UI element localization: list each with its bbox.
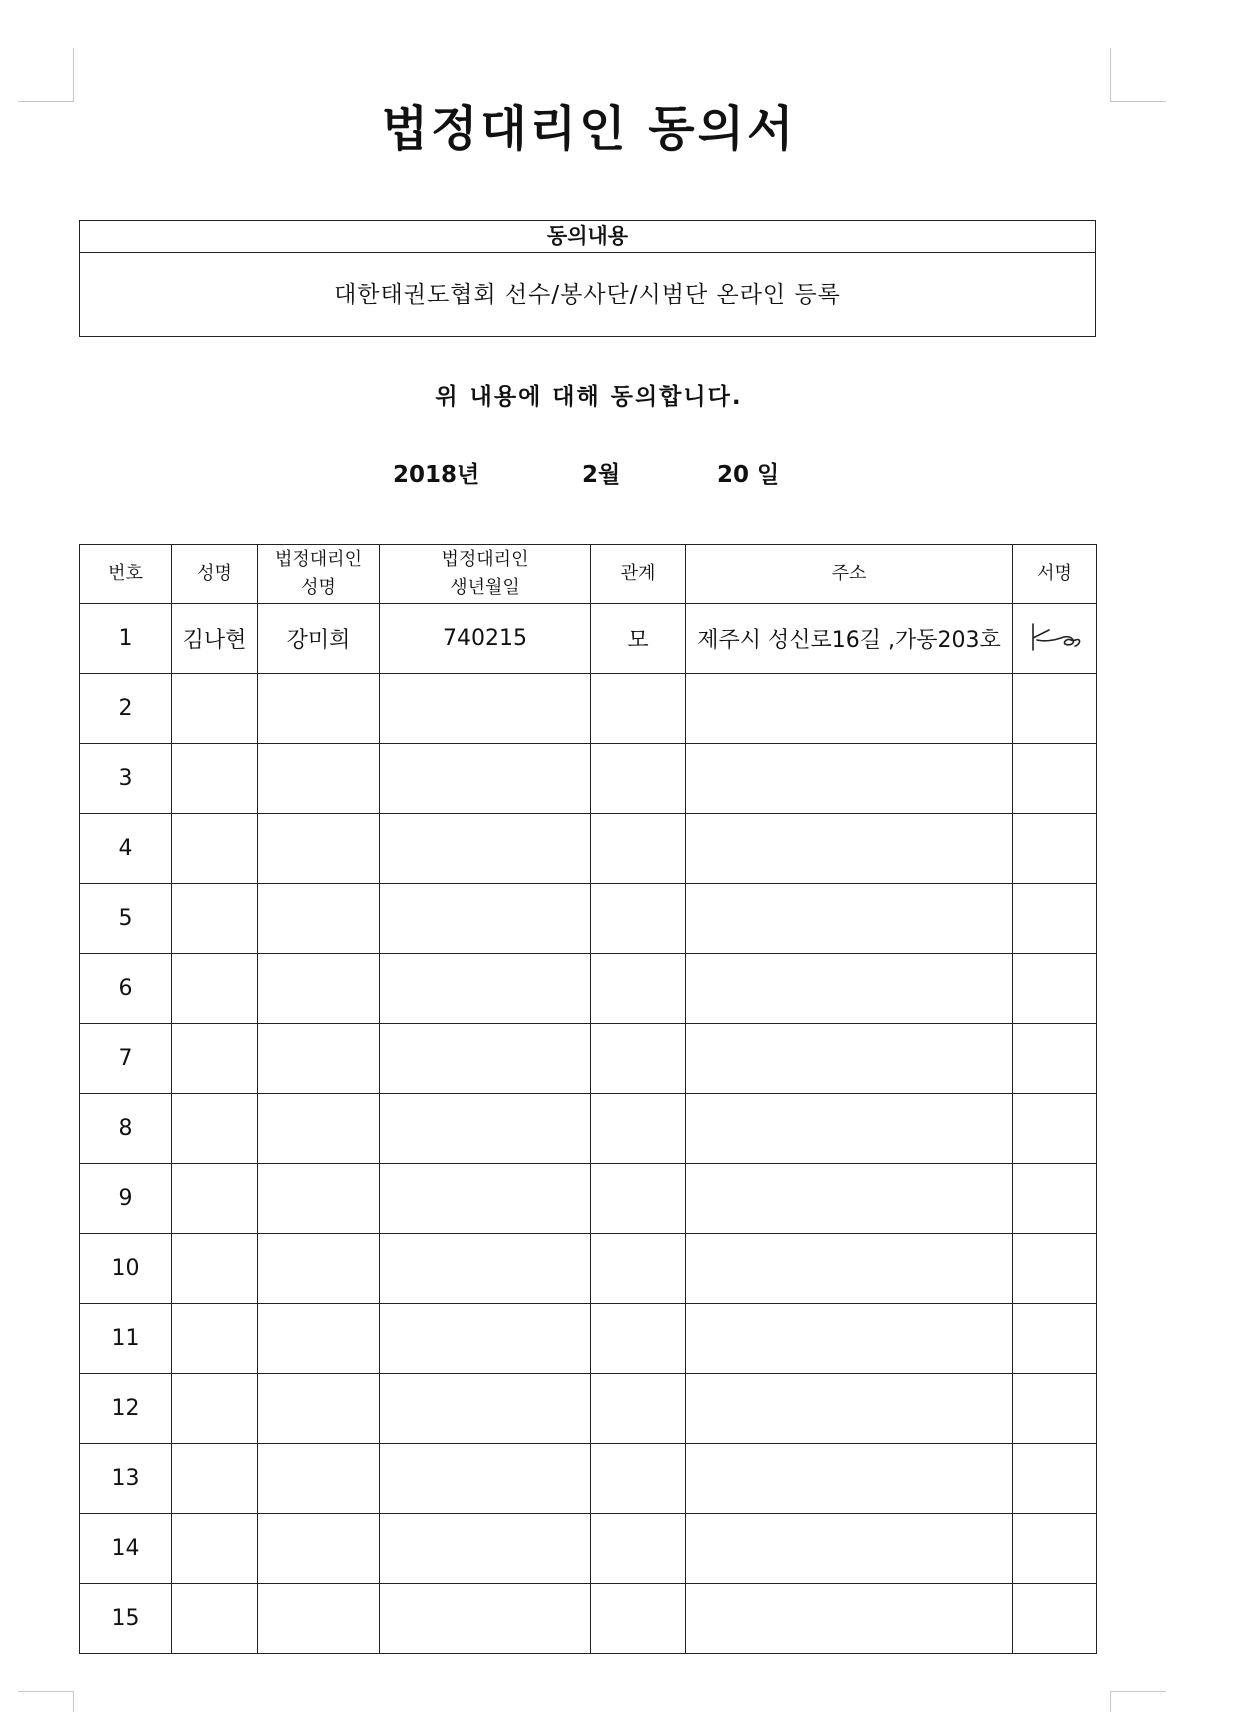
date-year: 2018년 (393, 462, 480, 488)
cell-signature (1013, 1514, 1097, 1584)
table-row (80, 1374, 1097, 1444)
cell-relation (591, 1234, 686, 1304)
cell-guardian-birth (380, 1234, 591, 1304)
table-body (80, 604, 1097, 1654)
cell-address (686, 1444, 1013, 1514)
header-signature: 서명 (1013, 545, 1097, 604)
cell-relation (591, 1304, 686, 1374)
table-row (80, 744, 1097, 814)
cell-signature (1013, 604, 1097, 674)
cell-signature (1013, 1304, 1097, 1374)
cell-relation (591, 674, 686, 744)
header-guardian-birth-line2: 생년월일 (450, 577, 520, 598)
cell-relation (591, 1024, 686, 1094)
cell-guardian-name (258, 744, 380, 814)
cell-name (172, 1164, 258, 1234)
header-name: 성명 (172, 545, 258, 604)
cell-relation (591, 884, 686, 954)
table-row (80, 1304, 1097, 1374)
header-relation: 관계 (591, 545, 686, 604)
cell-signature (1013, 1164, 1097, 1234)
cell-no: 6 (80, 954, 172, 1024)
header-guardian-name-line1: 법정대리인 (275, 549, 362, 570)
cell-no: 5 (80, 884, 172, 954)
cell-relation (591, 1164, 686, 1234)
cell-signature (1013, 744, 1097, 814)
table-row (80, 1584, 1097, 1654)
header-guardian-name-line2: 성명 (301, 577, 336, 598)
cell-relation (591, 1514, 686, 1584)
cell-relation: 모 (591, 604, 686, 674)
date-day: 20 일 (717, 462, 780, 488)
cell-signature (1013, 674, 1097, 744)
cell-name (172, 1094, 258, 1164)
cell-address (686, 1234, 1013, 1304)
cell-name (172, 1024, 258, 1094)
cell-guardian-birth (380, 884, 591, 954)
cell-address (686, 1584, 1013, 1654)
cell-no: 2 (80, 674, 172, 744)
cell-address (686, 1164, 1013, 1234)
cell-no: 3 (80, 744, 172, 814)
cell-signature (1013, 814, 1097, 884)
corner-mark-bottom-left (18, 1691, 74, 1712)
cell-relation (591, 1584, 686, 1654)
cell-name (172, 674, 258, 744)
cell-guardian-name (258, 1584, 380, 1654)
cell-no: 14 (80, 1514, 172, 1584)
cell-no: 1 (80, 604, 172, 674)
cell-no: 12 (80, 1374, 172, 1444)
cell-guardian-name: 강미희 (258, 604, 380, 674)
cell-signature (1013, 1234, 1097, 1304)
cell-name (172, 1374, 258, 1444)
cell-guardian-name (258, 884, 380, 954)
cell-guardian-name (258, 1164, 380, 1234)
cell-guardian-name (258, 954, 380, 1024)
cell-signature (1013, 1094, 1097, 1164)
cell-guardian-birth (380, 954, 591, 1024)
cell-guardian-birth (380, 1584, 591, 1654)
cell-guardian-name (258, 1444, 380, 1514)
cell-address (686, 744, 1013, 814)
cell-signature (1013, 884, 1097, 954)
cell-guardian-birth (380, 744, 591, 814)
cell-name (172, 884, 258, 954)
consent-content: 대한태권도협회 선수/봉사단/시범단 온라인 등록 (334, 282, 841, 308)
cell-relation (591, 1374, 686, 1444)
cell-guardian-birth (380, 814, 591, 884)
cell-address (686, 674, 1013, 744)
cell-name (172, 1584, 258, 1654)
cell-name (172, 954, 258, 1024)
table-row (80, 814, 1097, 884)
table-row (80, 1444, 1097, 1514)
corner-mark-bottom-right (1110, 1691, 1166, 1712)
cell-no: 8 (80, 1094, 172, 1164)
table-row (80, 1164, 1097, 1234)
cell-no: 10 (80, 1234, 172, 1304)
header-guardian-birth-line1: 법정대리인 (441, 549, 529, 570)
cell-relation (591, 1094, 686, 1164)
cell-address (686, 814, 1013, 884)
table-header-row (80, 545, 1097, 604)
cell-address: 제주시 성신로16길 ,가동203호 (686, 604, 1013, 674)
cell-signature (1013, 1374, 1097, 1444)
cell-no: 15 (80, 1584, 172, 1654)
cell-name (172, 1234, 258, 1304)
table-row (80, 1024, 1097, 1094)
header-guardian-birth (380, 545, 591, 604)
table-row (80, 674, 1097, 744)
cell-guardian-name (258, 1374, 380, 1444)
cell-guardian-birth: 740215 (380, 604, 591, 674)
document-title: 법정대리인 동의서 (381, 101, 797, 157)
header-guardian-name (258, 545, 380, 604)
cell-signature (1013, 954, 1097, 1024)
table-row (80, 954, 1097, 1024)
cell-guardian-birth (380, 1374, 591, 1444)
consent-box (79, 220, 1096, 337)
cell-guardian-name (258, 1234, 380, 1304)
cell-relation (591, 814, 686, 884)
cell-guardian-name (258, 1024, 380, 1094)
header-no: 번호 (80, 545, 172, 604)
table-row (80, 884, 1097, 954)
cell-name (172, 1304, 258, 1374)
cell-name (172, 1514, 258, 1584)
agreement-statement: 위 내용에 대해 동의합니다. (435, 384, 743, 410)
cell-name (172, 814, 258, 884)
cell-guardian-name (258, 1094, 380, 1164)
cell-address (686, 1024, 1013, 1094)
cell-name: 김나현 (172, 604, 258, 674)
cell-guardian-name (258, 1304, 380, 1374)
cell-guardian-name (258, 814, 380, 884)
cell-no: 4 (80, 814, 172, 884)
cell-guardian-birth (380, 1304, 591, 1374)
header-address: 주소 (686, 545, 1013, 604)
cell-guardian-birth (380, 1024, 591, 1094)
date-month: 2월 (582, 462, 621, 488)
cell-guardian-birth (380, 1164, 591, 1234)
cell-guardian-name (258, 1514, 380, 1584)
guardian-roster-table (79, 544, 1097, 1654)
cell-guardian-birth (380, 1514, 591, 1584)
cell-no: 11 (80, 1304, 172, 1374)
cell-relation (591, 744, 686, 814)
cell-signature (1013, 1584, 1097, 1654)
cell-no: 13 (80, 1444, 172, 1514)
cell-relation (591, 954, 686, 1024)
cell-guardian-birth (380, 1444, 591, 1514)
table-row (80, 1234, 1097, 1304)
cell-no: 9 (80, 1164, 172, 1234)
cell-address (686, 1374, 1013, 1444)
cell-address (686, 1514, 1013, 1584)
cell-address (686, 1304, 1013, 1374)
cell-name (172, 1444, 258, 1514)
cell-relation (591, 1444, 686, 1514)
handwritten-signature (1025, 616, 1085, 656)
cell-guardian-birth (380, 1094, 591, 1164)
cell-signature (1013, 1444, 1097, 1514)
cell-no: 7 (80, 1024, 172, 1094)
consent-heading: 동의내용 (80, 221, 1095, 253)
table-row (80, 1514, 1097, 1584)
cell-address (686, 954, 1013, 1024)
cell-guardian-birth (380, 674, 591, 744)
cell-name (172, 744, 258, 814)
cell-address (686, 1094, 1013, 1164)
cell-signature (1013, 1024, 1097, 1094)
table-row (80, 604, 1097, 674)
cell-address (686, 884, 1013, 954)
cell-guardian-name (258, 674, 380, 744)
table-row (80, 1094, 1097, 1164)
